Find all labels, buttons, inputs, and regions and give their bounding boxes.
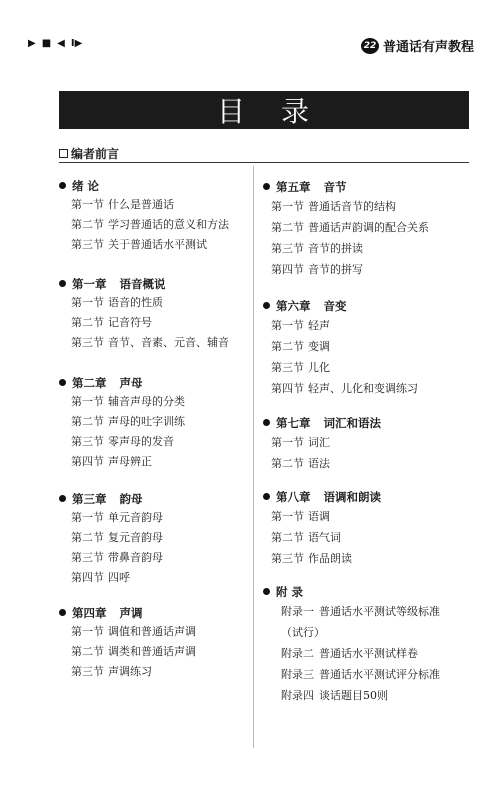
rewind-icon[interactable]: ◀ xyxy=(57,38,65,49)
chapter-number: 第六章 xyxy=(276,298,311,313)
chapter-5[interactable] xyxy=(263,177,493,280)
chapter-intro[interactable] xyxy=(59,176,289,255)
chapter-title: 韵母 xyxy=(119,491,143,506)
chapter-title: 音节 xyxy=(323,179,347,194)
section-item[interactable]: 第二节 学习普通话的意义和方法 xyxy=(71,218,229,231)
appendix[interactable] xyxy=(263,582,493,706)
appendix-item[interactable]: 附录三 普通话水平测试评分标准 xyxy=(281,668,440,681)
playback-controls xyxy=(28,38,82,49)
toc-banner xyxy=(59,91,469,129)
checkbox-square-icon xyxy=(59,149,68,158)
section-item[interactable]: 第二节 声母的吐字训练 xyxy=(71,415,185,428)
appendix-item[interactable]: 附录四 谈话题目50则 xyxy=(281,689,388,702)
book-title-text: 普通话有声教程 xyxy=(382,40,474,55)
chapter-number: 第四章 xyxy=(72,605,107,620)
chapter-7[interactable] xyxy=(263,413,493,474)
book-title xyxy=(361,36,474,55)
chapter-number: 第七章 xyxy=(276,415,311,430)
section-item[interactable]: 第二节 复元音韵母 xyxy=(71,531,163,544)
section-item[interactable]: 第四节 轻声、儿化和变调练习 xyxy=(271,382,418,395)
appendix-item[interactable]: （试行） xyxy=(281,626,325,639)
preface-entry[interactable] xyxy=(59,145,119,162)
chapter-title: 附 录 xyxy=(276,584,304,599)
bullet-icon xyxy=(263,183,270,190)
bullet-icon xyxy=(263,302,270,309)
chapter-number: 第三章 xyxy=(72,491,107,506)
chapter-title: 语音概说 xyxy=(119,276,166,291)
section-item[interactable]: 第三节 音节的拼读 xyxy=(271,242,363,255)
section-item[interactable]: 第二节 语法 xyxy=(271,457,330,470)
chapter-number: 第八章 xyxy=(276,489,311,504)
section-item[interactable]: 第一节 什么是普通话 xyxy=(71,198,174,211)
chapter-number: 第一章 xyxy=(72,276,107,291)
section-item[interactable]: 第一节 词汇 xyxy=(271,436,330,449)
chapter-8[interactable] xyxy=(263,487,493,569)
section-item[interactable]: 第二节 语气词 xyxy=(271,531,341,544)
section-item[interactable]: 第二节 普通话声韵调的配合关系 xyxy=(271,221,429,234)
page-header xyxy=(28,34,474,58)
chapter-title: 声调 xyxy=(119,605,143,620)
publisher-logo-icon: 22 xyxy=(361,38,379,54)
section-item[interactable]: 第一节 辅音声母的分类 xyxy=(71,395,185,408)
section-item[interactable]: 第四节 音节的拼写 xyxy=(271,263,363,276)
bullet-icon xyxy=(263,588,270,595)
chapter-1[interactable] xyxy=(59,274,289,353)
bullet-icon xyxy=(59,182,66,189)
section-item[interactable]: 第三节 关于普通话水平测试 xyxy=(71,238,207,251)
bullet-icon xyxy=(263,493,270,500)
section-item[interactable]: 第三节 作品朗读 xyxy=(271,552,352,565)
section-item[interactable]: 第三节 音节、音素、元音、辅音 xyxy=(71,336,229,349)
play-icon[interactable]: ▶ xyxy=(28,38,36,49)
chapter-4[interactable] xyxy=(59,603,289,682)
bullet-icon xyxy=(59,379,66,386)
toc-title xyxy=(59,91,469,129)
chapter-3[interactable] xyxy=(59,489,289,588)
chapter-number: 第五章 xyxy=(276,179,311,194)
chapter-title: 词汇和语法 xyxy=(323,415,381,430)
preface-label: 编者前言 xyxy=(71,147,120,161)
bullet-icon xyxy=(59,280,66,287)
section-item[interactable]: 第一节 轻声 xyxy=(271,319,330,332)
appendix-item[interactable]: 附录一 普通话水平测试等级标准 xyxy=(281,605,440,618)
section-item[interactable]: 第三节 带鼻音韵母 xyxy=(71,551,163,564)
chapter-number: 第二章 xyxy=(72,375,107,390)
toc-title-char: 录 xyxy=(281,95,312,128)
section-item[interactable]: 第一节 单元音韵母 xyxy=(71,511,163,524)
chapter-6[interactable] xyxy=(263,296,493,399)
section-item[interactable]: 第三节 零声母的发音 xyxy=(71,435,174,448)
section-item[interactable]: 第二节 变调 xyxy=(271,340,330,353)
appendix-item[interactable]: 附录二 普通话水平测试样卷 xyxy=(281,647,418,660)
section-item[interactable]: 第三节 儿化 xyxy=(271,361,330,374)
section-item[interactable]: 第四节 四呼 xyxy=(71,571,130,584)
section-item[interactable]: 第四节 声母辨正 xyxy=(71,455,152,468)
section-item[interactable]: 第一节 语调 xyxy=(271,510,330,523)
section-item[interactable]: 第三节 声调练习 xyxy=(71,665,152,678)
section-item[interactable]: 第一节 普通话音节的结构 xyxy=(271,200,396,213)
section-item[interactable]: 第一节 语音的性质 xyxy=(71,296,163,309)
bullet-icon xyxy=(59,495,66,502)
header-divider xyxy=(59,162,469,163)
chapter-2[interactable] xyxy=(59,373,289,472)
chapter-title: 绪 论 xyxy=(72,178,100,193)
bullet-icon xyxy=(59,609,66,616)
chapter-title: 语调和朗读 xyxy=(323,489,381,504)
forward-icon[interactable]: I▶ xyxy=(70,38,83,49)
section-item[interactable]: 第二节 记音符号 xyxy=(71,316,152,329)
section-item[interactable]: 第二节 调类和普通话声调 xyxy=(71,645,196,658)
bullet-icon xyxy=(263,419,270,426)
stop-icon[interactable]: ■ xyxy=(41,38,52,49)
chapter-title: 音变 xyxy=(323,298,347,313)
chapter-title: 声母 xyxy=(119,375,143,390)
section-item[interactable]: 第一节 调值和普通话声调 xyxy=(71,625,196,638)
toc-title-char: 目 xyxy=(216,95,247,128)
